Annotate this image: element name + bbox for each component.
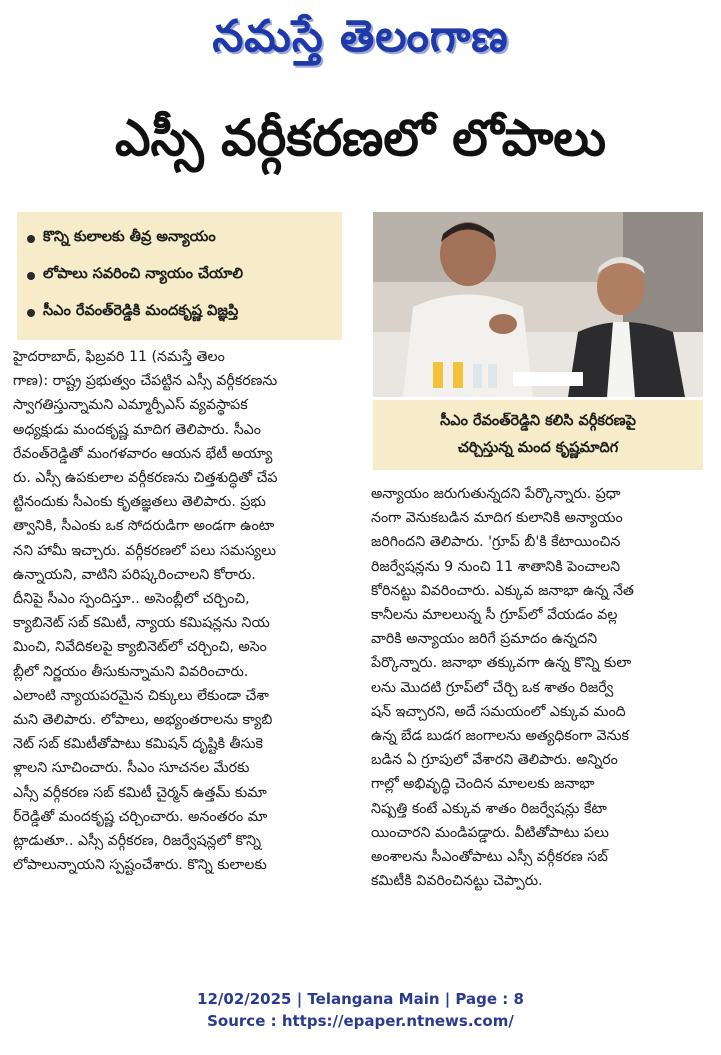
body-line: ఎస్సీ వర్గీకరణ సబ్ కమిటీ చైర్మన్ ఉత్తమ్ కుమా (13, 784, 267, 801)
page-footer (0, 988, 721, 1032)
highlight-text: సీఎం రేవంత్‌రెడ్డికి మందకృష్ణ విజ్ఞప్తి (43, 302, 239, 319)
body-line: మని తెలిపారు. లోపాలు, అభ్యంతరాలను క్యాబి (13, 712, 273, 729)
body-line: అన్యాయం జరుగుతున్నదని పేర్కొన్నారు. ప్రధా (371, 486, 621, 502)
body-line: ఉన్న బేడ బుడగ జంగాలను అత్యధికంగా వెనుక (371, 728, 629, 745)
body-line: మించి, నివేదికలపై క్యాబినెట్‌లో చర్చించి, అసెం (13, 639, 267, 656)
highlight-text: కొన్ని కులాలకు తీవ్ర అన్యాయం (43, 228, 216, 245)
body-line: ఎలాంటి న్యాయపరమైన చిక్కులు లేకుండా చేశా (13, 687, 269, 704)
bullet-icon (27, 309, 35, 317)
body-line: నెట్ సబ్ కమిటీతోపాటు కమిషన్ దృష్టికి తీసుకె (13, 736, 263, 753)
body-line: లను మొదటి గ్రూప్‌లో చేర్చి ఒక శాతం రిజర్వే (371, 679, 614, 696)
highlight-item (27, 220, 334, 257)
photo-caption (373, 400, 703, 470)
article-headline (0, 98, 721, 178)
body-line: జరిగిందని తెలిపారు. 'గ్రూప్ బీ'కి కేటాయించిన (371, 534, 621, 551)
body-line: కమిటీకి వివరించినట్టు చెప్పారు. (371, 873, 543, 890)
article-column-left (13, 345, 355, 877)
bullet-icon (27, 235, 35, 243)
body-line: లోపాలున్నాయని స్పష్టంచేశారు. కొన్ని కులాలకు (13, 857, 267, 874)
highlight-item (27, 257, 334, 294)
body-line: నంగా వెనుకబడిన మాదిగ కులానికి అన్యాయం (371, 510, 623, 527)
highlight-text: లోపాలు సవరించి న్యాయం చేయాలి (43, 265, 243, 282)
highlights-box (17, 212, 342, 340)
body-line: వారికి అన్యాయం జరిగే ప్రమాదం ఉన్నదని (371, 631, 598, 648)
caption-line: చర్చిస్తున్న మంద కృష్ణమాదిగ (457, 440, 619, 456)
body-line: పేర్కొన్నారు. జనాభా తక్కువగా ఉన్న కొన్ని కులా (371, 655, 632, 672)
body-line: రిజర్వేషన్లను 9 నుంచి 11 శాతానికి పెంచాలని (371, 558, 621, 575)
masthead (0, 6, 721, 68)
body-line: ఉన్నాయని, వాటిని పరిష్కరించాలని కోరారు. (13, 566, 256, 583)
body-line: కానీలను మాలలున్న సీ గ్రూప్‌లో వేయడం వల్ల (371, 607, 618, 624)
edition-info: 12/02/2025 | Telangana Main | Page : 8 (197, 990, 524, 1008)
news-photo (373, 212, 703, 397)
body-line: ట్టినందుకు సీఎంకు కృతజ్ఞతలు తెలిపారు. ప్రభు (13, 494, 266, 511)
body-line: హైదరాబాద్, ఫిబ్రవరి 11 (నమస్తే తెలం (13, 349, 225, 365)
body-line: దీనిపై సీఎం స్పందిస్తూ.. అసెంబ్లీలో చర్చించి, (13, 591, 250, 608)
body-line: ళ్లాలని సూచించారు. సీఎం సూచనల మేరకు (13, 760, 250, 777)
body-line: నిష్పత్తి కంటే ఎక్కువ శాతం రిజర్వేషన్లు కేటా (371, 800, 607, 817)
body-line: అధ్యక్షుడు మందకృష్ణ మాదిగ తెలిపారు. సీఎం (13, 421, 261, 438)
body-line: గాణ): రాష్ట్ర ప్రభుత్వం చేపట్టిన ఎస్సీ వర్గీకరణను (13, 373, 278, 390)
body-line: బడిన ఏ గ్రూపులో వేశారని తెలిపారు. అన్నిరం (371, 752, 618, 769)
body-line: షన్ ఇచ్చారని, అదే సమయంలో ఎక్కువ మంది (371, 703, 626, 720)
masthead-title: నమస్తే తెలంగాణ (212, 11, 509, 62)
body-line: ర్‌రెడ్డితో మందకృష్ణ చర్చించారు. అనంతరం మా (13, 808, 268, 825)
body-line: బ్లీలో నిర్ణయం తీసుకున్నామని వివరించారు. (13, 663, 249, 680)
highlight-item (27, 294, 334, 331)
caption-line: సీఎం రేవంత్‌రెడ్డిని కలిసి వర్గీకరణపై (440, 413, 636, 429)
body-line: రేవంత్‌రెడ్డితో మంగళవారం ఆయన భేటీ అయ్యా (13, 445, 273, 462)
body-line: స్వాగతిస్తున్నామని ఎమ్మార్పీఎస్ వ్యవస్థాపక (13, 397, 248, 414)
bullet-icon (27, 272, 35, 280)
body-line: యించారని మండిపడ్డారు. వీటితోపాటు పలు (371, 824, 609, 841)
body-line: క్యాబినెట్ సబ్ కమిటీ, న్యాయ కమిషన్లను నియ (13, 615, 270, 632)
body-line: గాల్లో అభివృద్ధి చెందిన మాలలకు జనాభా (371, 776, 595, 793)
body-line: నని హామీ ఇచ్చారు. వర్గీకరణలో పలు సమస్యలు (13, 542, 277, 559)
body-line: రు. ఎస్సీ ఉపకులాల వర్గీకరణను చిత్తశుద్ధితో చేప (13, 470, 278, 487)
headline-text: ఎస్సీ వర్గీకరణలో లోపాలు (114, 109, 607, 167)
body-line: అంశాలను సీఎంతోపాటు ఎస్సీ వర్గీకరణ సబ్ (371, 849, 608, 866)
article-column-right (371, 482, 709, 893)
body-line: ట్లాడుతూ.. ఎస్సీ వర్గీకరణ, రిజర్వేషన్లలో కొన్ని (13, 833, 261, 850)
source-link[interactable]: Source : https://epaper.ntnews.com/ (207, 1012, 514, 1030)
body-line: కోరినట్టు వివరించారు. ఎక్కువ జనాభా ఉన్న నేత (371, 582, 634, 599)
body-line: త్వానికి, సీఎంకు ఒక సోదరుడిగా అండగా ఉంటా (13, 518, 275, 535)
photo-illustration (373, 212, 703, 397)
